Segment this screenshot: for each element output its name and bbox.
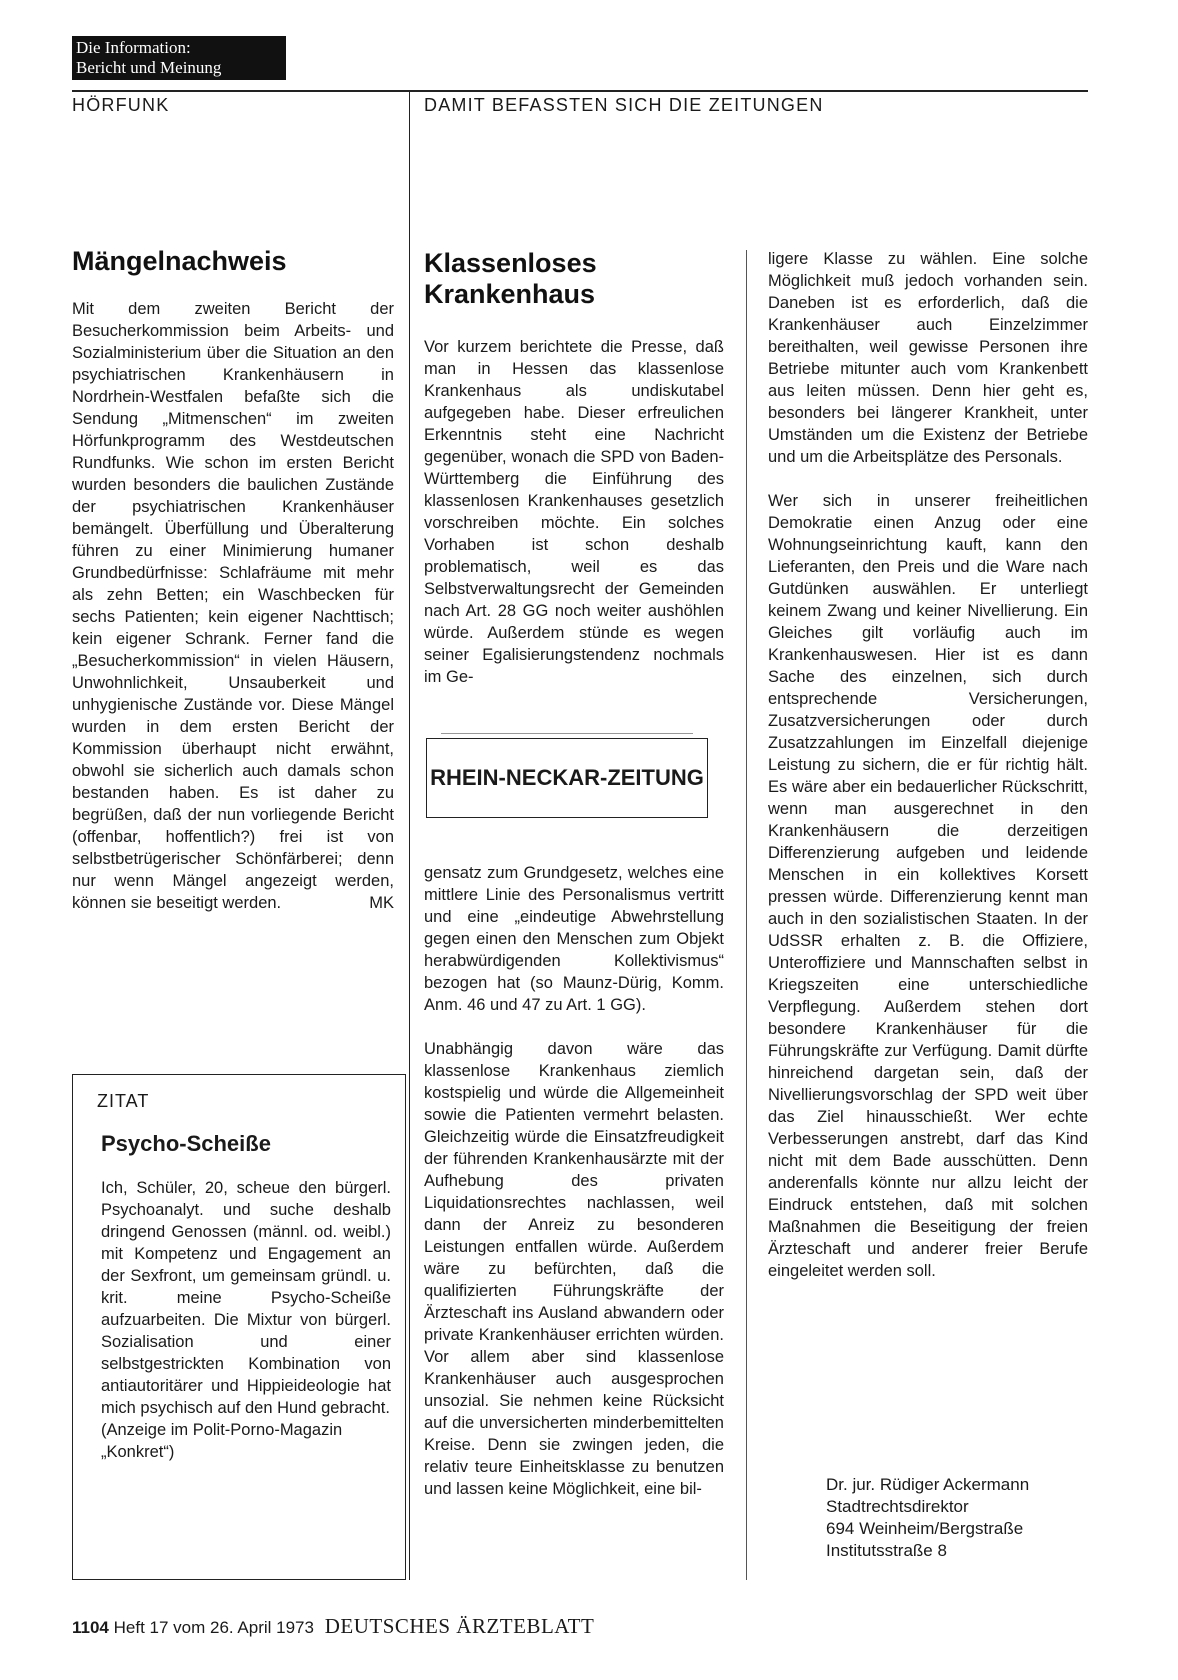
- section-divider: [409, 92, 410, 1580]
- article-column-2: [768, 248, 1088, 1282]
- article-column-1b: [424, 862, 724, 1500]
- article-text: gensatz zum Grundgesetz, welches eine mittlere Linie des Personalismus vertritt und eine „eindeutige Abwehrstellung gegen einen den Menschen zum Objekt herabwürdigenden Kollektivismus“ bezogen hat (so Maunz-Dürig, Komm. Anm. 46 und 47 zu Art. 1 GG).: [424, 864, 724, 1014]
- article-text: Wer sich in unserer freiheitlichen Demokratie einen Anzug oder eine Wohnungseinrichtung kauft, kann den Lieferanten, den Preis und die Ware nach Gutdünken auswählen. Er unterliegt keinem Zwang und keiner Nivellierung. Ein Gleiches gilt vorläufig auch im Krankenhauswesen. Hier ist es dann Sache des einzelnen, sich durch entsprechende Versicherungen, Zusatzversicherungen oder durch Zusatzzahlungen im Einzelfall diejenige Leistung zu sichern, die er für richtig hält. Es wäre aber ein bedauerlicher Rückschritt, wenn man ausgerechnet in den Krankenhäusern die derzeitigen Differenzierung aufgeben und leidende Menschen in ein kollektives Korsett pressen würde. Differenzierung kennt man auch in den sozialistischen Staaten. In der UdSSR erhalten z. B. die Offiziere, Unteroffiziere und Mannschaften selbst in Kriegszeiten eine unterschiedliche Verpflegung. Außerdem stehen dort besondere Krankenhäuser für die Führungskräfte zur Verfügung. Damit dürfte hinreichend dargetan sein, daß der Nivellierungsvorschlag der SPD weit über das Ziel hinausschießt. Wer echte Verbesserungen anstrebt, darf das Kind nicht mit dem Bade ausschütten. Denn anderenfalls könnte nur allzu leicht der Eindruck entstehen, daß mit solchen Maßnahmen die Beseitigung der freien Ärzteschaft und anderer freier Berufe eingeleitet werden soll.: [768, 492, 1088, 1280]
- quote-box: [72, 1074, 406, 1580]
- masthead: [72, 36, 286, 80]
- author-title: Stadtrechtsdirektor: [826, 1497, 969, 1516]
- article-text: Vor kurzem berichtete die Presse, daß man in Hessen das klassenlose Krankenhaus als undiskutabel aufgegeben habe. Dieser erfreulichen Erkenntnis steht eine Nachricht gegenüber, wonach die SPD von Baden-Württemberg die Einführung des klassenlosen Krankenhauses gesetzlich vorschreiben möchte. Ein solches Vorhaben ist schon deshalb problematisch, weil es das Selbstverwaltungsrecht der Gemeinden nach Art. 28 GG noch weiter aushöhlen würde. Außerdem stünde es wegen seiner Egalisierungstendenz nochmals im Ge-: [424, 338, 724, 686]
- article-signature: MK: [369, 894, 394, 912]
- page-footer: [72, 1614, 594, 1639]
- source-box: RHEIN-NECKAR-ZEITUNG: [426, 738, 708, 818]
- article-text: Mit dem zweiten Bericht der Besucherkommission beim Arbeits- und Sozialministerium über die Situation an den psychiatrischen Krankenhäusern in Nordrhein-Westfalen befaßte sich die Sendung „Mitmenschen“ im zweiten Hörfunkprogramm des Westdeutschen Rundfunks. Wie schon im ersten Bericht wurden besonders die baulichen Zustände der psychiatrischen Krankenhäuser bemängelt. Überfüllung und Überalterung führen zu einer Minimierung humaner Grundbedürfnisse: Schlafräume mit mehr als zehn Betten; ein Waschbecken für sechs Patienten; kein eigener Nachttisch; kein eigener Schrank. Ferner fand die „Besucherkommission“ in vielen Häusern, Unwohnlichkeit, Unsauberkeit und unhygienische Zustände vor. Diese Mängel wurden in dem ersten Bericht der Kommission überhaupt nicht erwähnt, obwohl sie sicherlich auch damals schon bestanden haben. Es ist daher zu begrüßen, daß der nun vorliegende Bericht (offenbar, hoffentlich?) frei ist von selbstbetrügerischer Schönfärberei; denn nur wenn Mängel angezeigt werden, können sie beseitigt werden.: [72, 300, 394, 912]
- section-label-zeitungen: DAMIT BEFASSTEN SICH DIE ZEITUNGEN: [424, 95, 824, 115]
- article-body-maengelnachweis: [72, 298, 394, 914]
- quote-label: ZITAT: [97, 1091, 150, 1111]
- journal-name: DEUTSCHES ÄRZTEBLATT: [324, 1614, 595, 1638]
- quote-title: Psycho-Scheiße: [101, 1131, 271, 1156]
- quote-body: [101, 1177, 391, 1463]
- article-text: Unabhängig davon wäre das klassenlose Krankenhaus ziemlich kostspielig und würde die Allgemeinheit sowie die Patienten vermehrt belasten. Gleichzeitig würde die Einsatzfreudigkeit der führenden Krankenhausärzte mit der Aufhebung des privaten Liquidationsrechtes nachlassen, weil dann der Anreiz zu besonderen Leistungen entfallen würde. Außerdem wäre zu befürchten, daß die qualifizierten Führungskräfte der Ärzteschaft ins Ausland abwandern oder private Krankenhäuser errichten würden. Vor allem aber sind klassenlose Krankenhäuser auch ausgesprochen unsozial. Sie nehmen keine Rücksicht auf die unversicherten minderbemittelten Kreise. Denn sie zwingen jeden, die relativ teure Einheitsklasse zu benutzen und lassen keine Möglichkeit, eine bil-: [424, 1040, 724, 1498]
- article-title-maengelnachweis: Mängelnachweis: [72, 246, 287, 276]
- top-rule: [72, 90, 1088, 92]
- author-signature: [826, 1474, 1029, 1562]
- article-column-1a: [424, 336, 724, 688]
- masthead-line-2: Bericht und Meinung: [76, 58, 222, 77]
- column-divider: [746, 250, 747, 1580]
- quote-source: (Anzeige im Polit-Porno-Magazin „Konkret“): [101, 1421, 343, 1461]
- author-city: 694 Weinheim/Bergstraße: [826, 1519, 1024, 1538]
- author-street: Institutsstraße 8: [826, 1541, 947, 1560]
- section-label-hoerfunk: HÖRFUNK: [72, 95, 170, 115]
- quote-text: Ich, Schüler, 20, scheue den bürgerl. Psychoanalyt. und suche deshalb dringend Genossen (männl. od. weibl.) mit Kompetenz und Engagement an der Sexfront, um gemeinsam gründl. u. krit. meine Psycho-Scheiße aufzuarbeiten. Die Mixtur von bürgerl. Sozialisation und einer selbstgestrickten Kombination von antiautoritärer und Hippieideologie hat mich psychisch auf den Hund gebracht.: [101, 1179, 391, 1417]
- page-number: 1104: [72, 1618, 109, 1637]
- masthead-line-1: Die Information:: [76, 38, 191, 57]
- issue-info: Heft 17 vom 26. April 1973: [113, 1618, 314, 1637]
- article-text: ligere Klasse zu wählen. Eine solche Möglichkeit muß jedoch vorhanden sein. Daneben ist es erforderlich, daß die Krankenhäuser auch Einzelzimmer bereithalten, weil gewisse Personen ihre Betriebe mitunter auch vom Krankenbett aus leiten müssen. Denn hier geht es, besonders bei längerer Krankheit, unter Umständen um die Existenz der Betriebe und um die Arbeitsplätze des Personals.: [768, 250, 1088, 466]
- article-title-krankenhaus: Klassenloses Krankenhaus: [424, 248, 597, 309]
- author-name: Dr. jur. Rüdiger Ackermann: [826, 1475, 1030, 1494]
